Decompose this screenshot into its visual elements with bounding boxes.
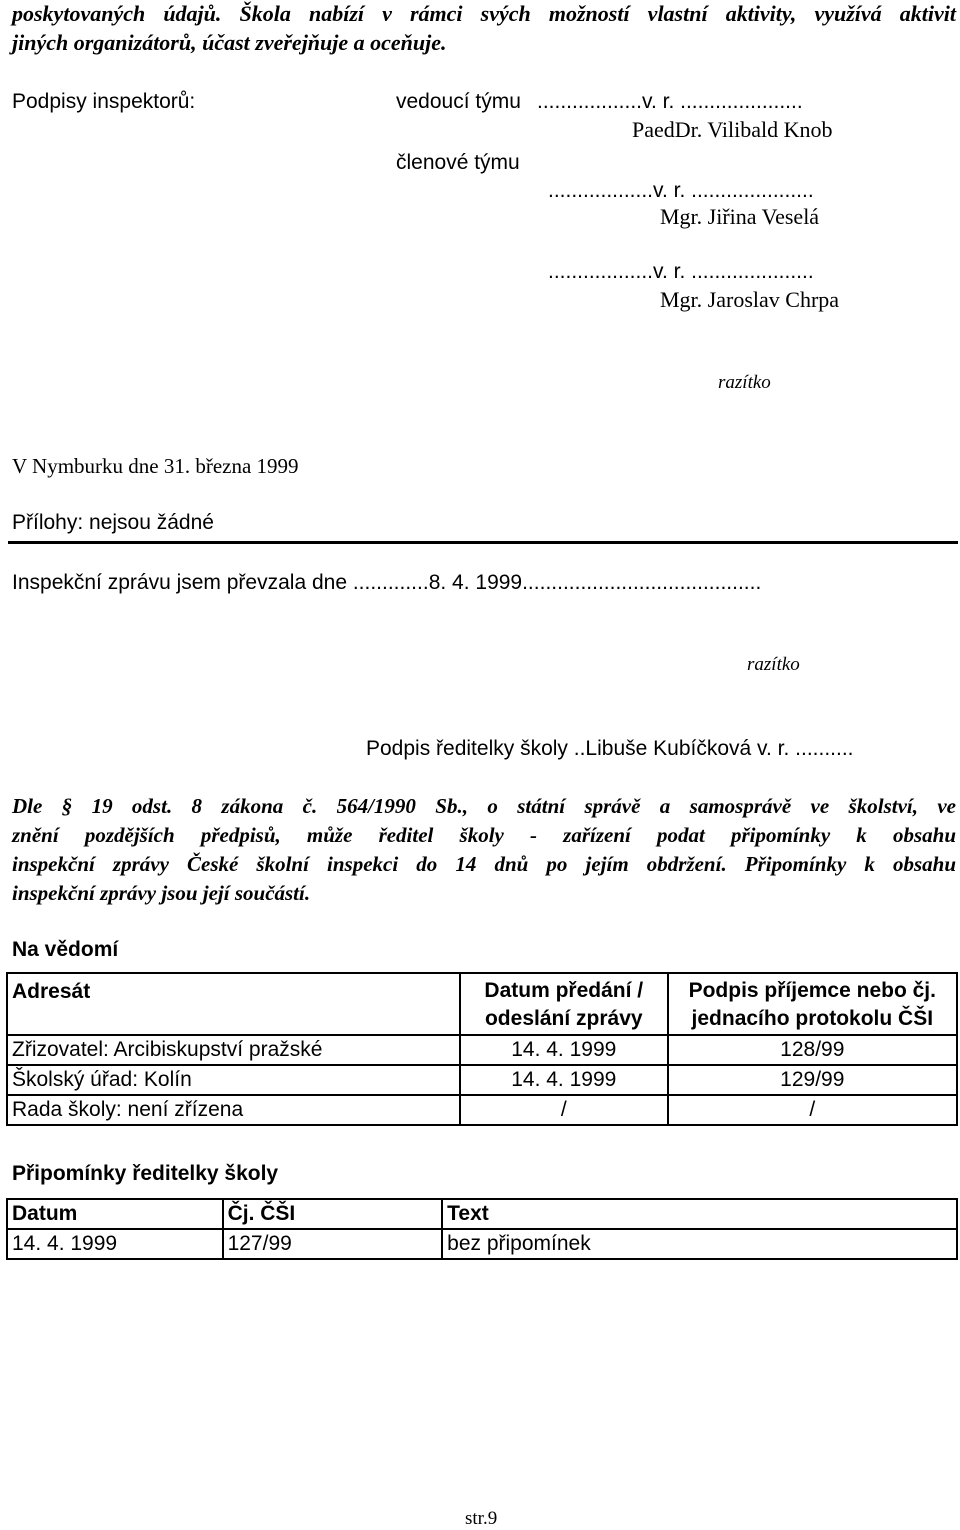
row-ref: / — [668, 1095, 957, 1125]
attachments: Přílohy: nejsou žádné — [12, 511, 214, 534]
row-addressee: Rada školy: není zřízena — [7, 1095, 460, 1125]
leader-label: vedoucí týmu — [396, 90, 521, 113]
member1-name: Mgr. Jiřina Veselá — [660, 204, 820, 229]
intro-line-1: poskytovaných údajů. Škola nabízí v rámci svých možností vlastní aktivity, využívá aktivit — [12, 1, 956, 26]
signatures-label: Podpisy inspektorů: — [12, 90, 196, 113]
comments-heading: Připomínky ředitelky školy — [12, 1162, 279, 1185]
comments-table — [6, 1198, 958, 1260]
members-label: členové týmu — [396, 151, 520, 174]
member2-signature-line: ..................v. r. ..................... — [548, 260, 814, 283]
legal-note — [12, 792, 956, 908]
header-text: Text — [442, 1199, 957, 1229]
stamp-label-2: razítko — [747, 654, 800, 675]
member2-name: Mgr. Jaroslav Chrpa — [660, 287, 840, 312]
row-addressee: Školský úřad: Kolín — [7, 1065, 460, 1095]
table-row — [7, 1229, 957, 1259]
header-signature-line-2: jednacího protokolu ČŠI — [691, 1007, 934, 1030]
stamp-label: razítko — [718, 372, 771, 393]
table-row — [7, 1035, 957, 1065]
header-date-line-1: Datum předání / — [484, 979, 644, 1002]
row-addressee: Zřizovatel: Arcibiskupství pražské — [7, 1035, 460, 1065]
header-signature-line-1: Podpis příjemce nebo čj. — [688, 979, 936, 1002]
row-ref: 129/99 — [668, 1065, 957, 1095]
row-date: 14. 4. 1999 — [460, 1065, 668, 1095]
header-date — [460, 973, 668, 1035]
row-date: 14. 4. 1999 — [7, 1229, 223, 1259]
table-row — [7, 1065, 957, 1095]
legal-note-line: znění pozdějších předpisů, může ředitel školy - zařízení podat připomínky k obsahu — [12, 823, 956, 847]
notice-table-header — [7, 973, 957, 1035]
comments-table-header — [7, 1199, 957, 1229]
page-number: str.9 — [465, 1508, 498, 1529]
header-date: Datum — [7, 1199, 223, 1229]
header-ref: Čj. ČŠI — [223, 1199, 443, 1229]
row-text: bez připomínek — [442, 1229, 957, 1259]
header-date-line-2: odeslání zprávy — [484, 1007, 643, 1030]
row-ref: 127/99 — [223, 1229, 443, 1259]
intro-line-2: jiných organizátorů, účast zveřejňuje a oceňuje. — [12, 30, 447, 55]
legal-note-line: inspekční zprávy České školní inspekci do 14 dnů po jejím obdržení. Připomínky k obsahu — [12, 852, 956, 876]
horizontal-rule — [8, 541, 958, 544]
row-date: 14. 4. 1999 — [460, 1035, 668, 1065]
director-signature: Podpis ředitelky školy ..Libuše Kubíčková v. r. .......... — [366, 737, 854, 760]
header-addressee: Adresát — [7, 973, 460, 1035]
row-ref: 128/99 — [668, 1035, 957, 1065]
leader-name: PaedDr. Vilibald Knob — [632, 117, 833, 142]
legal-note-line: Dle § 19 odst. 8 zákona č. 564/1990 Sb., o státní správě a samosprávě ve školství, ve — [12, 794, 956, 818]
place-date: V Nymburku dne 31. března 1999 — [12, 454, 299, 478]
leader-signature-line: ..................v. r. ..................... — [537, 90, 803, 113]
received-line: Inspekční zprávu jsem převzala dne .............8. 4. 1999......................................... — [12, 571, 762, 594]
notice-table — [6, 972, 958, 1126]
legal-note-line: inspekční zprávy jsou její součástí. — [12, 881, 311, 905]
row-date: / — [460, 1095, 668, 1125]
header-signature — [668, 973, 957, 1035]
member1-signature-line: ..................v. r. ..................... — [548, 179, 814, 202]
notice-heading: Na vědomí — [12, 938, 119, 961]
table-row — [7, 1095, 957, 1125]
